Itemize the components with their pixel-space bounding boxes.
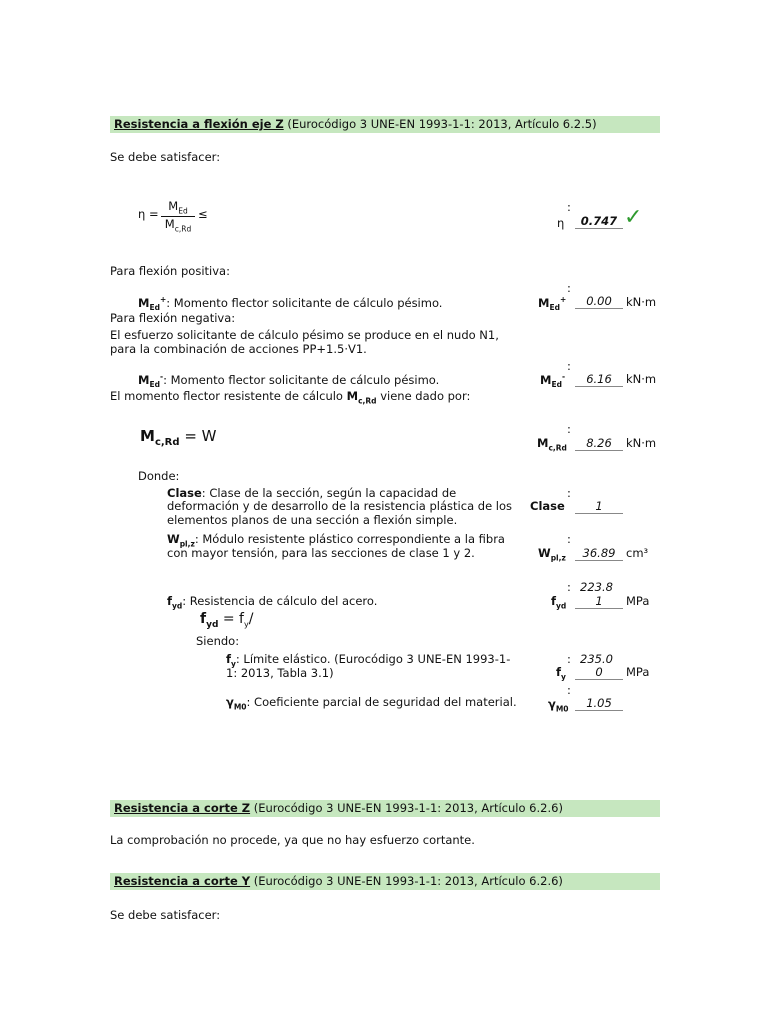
section-title: Resistencia a corte Z [114,801,251,815]
intro-text: Se debe satisfacer: [110,150,221,164]
med-neg-symbol: $M_{Ed}^-$ [540,372,566,390]
section-reference: (Eurocódigo 3 UNE-EN 1993-1-1: 2013, Artículo 6.2.5) [283,117,597,131]
fyd-top-value: 223.8 [580,580,613,594]
negative-bending-label: Para flexión negativa: [110,311,236,325]
check-icon: ✓ [624,205,643,230]
mcrd-symbol: $M_{c,Rd}$ [537,436,567,453]
colon: : [567,200,571,214]
colon: : [567,422,571,436]
med-pos-value: 0.00 [575,294,623,309]
gm0-symbol: $\gamma_{M0}$ [548,697,569,714]
leq-sign: ≤ [198,207,208,221]
colon: : [567,281,571,295]
clase-line2: deformación y de desarrollo de la resistencia plástica de los [167,499,513,513]
wpl-value: 36.89 [575,546,623,561]
med-pos-desc: $M_{Ed}^+$: Momento flector solicitante de cálculo pésimo. [138,295,443,313]
colon: : [567,683,571,697]
section-header-corte-z [110,800,660,817]
clase-symbol: Clase [530,499,565,513]
fyd-unit: MPa [626,594,650,608]
wpl-unit: cm³ [626,546,649,560]
mcrd-value: 8.26 [575,436,623,451]
siendo-label: Siendo: [196,634,240,648]
fyd-desc: $f_{yd}$: Resistencia de cálculo del acero. [167,594,378,611]
section-header-flexion-z [110,116,660,133]
wpl-symbol: $W_{pl,z}$ [538,546,566,563]
mcrd-intro: El momento flector resistente de cálculo $M_{c,Rd}$ viene dado por: [110,389,471,406]
gm0-value: 1.05 [575,696,623,711]
donde-label: Donde: [138,469,180,483]
corte-z-text: La comprobación no procede, ya que no hay esfuerzo cortante. [110,833,475,847]
fyd-formula: $f_{yd} = f_y/$ [200,611,254,630]
eta-fraction: $M_{Ed}$ $M_{c,Rd}$ [161,199,195,234]
section-reference: (Eurocódigo 3 UNE-EN 1993-1-1: 2013, Artículo 6.2.6) [250,801,563,815]
fy-symbol: $f_y$ [556,665,566,682]
negative-bending-line1: El esfuerzo solicitante de cálculo pésimo se produce en el nudo N1, [110,328,499,342]
fy-top-value: 235.0 [580,652,613,666]
wpl-line2: con mayor tensión, para las secciones de clase 1 y 2. [167,546,475,560]
clase-line3: elementos planos de una sección a flexión simple. [167,513,458,527]
negative-bending-line2: para la combinación de acciones PP+1.5·V1. [110,342,367,356]
med-neg-desc: $M_{Ed}^-$: Momento flector solicitante de cálculo pésimo. [138,372,440,390]
fy-value: 0 [575,665,623,680]
fy-unit: MPa [626,665,650,679]
med-pos-symbol: $M_{Ed}^+$ [538,295,567,313]
med-neg-unit: kN·m [626,372,657,386]
fy-line2: 1: 2013, Tabla 3.1) [226,666,334,680]
intro-text-corte-y: Se debe satisfacer: [110,908,221,922]
colon: : [567,532,571,546]
section-title: Resistencia a corte Y [114,874,251,888]
med-neg-value: 6.16 [575,372,623,387]
colon: : [567,652,571,666]
colon: : [567,486,571,500]
clase-line1: Clase: Clase de la sección, según la capacidad de [167,486,457,500]
eta-lhs: η = [138,207,159,221]
wpl-line1: $W_{pl,z}$: Módulo resistente plástico correspondiente a la fibra [167,532,505,549]
clase-value: 1 [575,499,623,514]
mcrd-unit: kN·m [626,436,657,450]
section-reference: (Eurocódigo 3 UNE-EN 1993-1-1: 2013, Artículo 6.2.6) [250,874,563,888]
mcrd-formula: $M_{c,Rd} = W$ [140,427,217,448]
positive-bending-label: Para flexión positiva: [110,264,230,278]
colon: : [567,580,571,594]
colon: : [567,359,571,373]
fyd-value: 1 [575,594,623,609]
eta-symbol: η [557,216,565,230]
fyd-symbol: $f_{yd}$ [551,594,567,611]
fy-line1: $f_y$: Límite elástico. (Eurocódigo 3 UNE-EN 1993-1- [226,652,511,669]
section-title: Resistencia a flexión eje Z [114,117,284,131]
gm0-desc: $\gamma_{M0}$: Coeficiente parcial de seguridad del material. [226,695,517,712]
eta-value: 0.747 [575,214,623,229]
section-header-corte-y [110,873,660,890]
med-pos-unit: kN·m [626,295,657,309]
